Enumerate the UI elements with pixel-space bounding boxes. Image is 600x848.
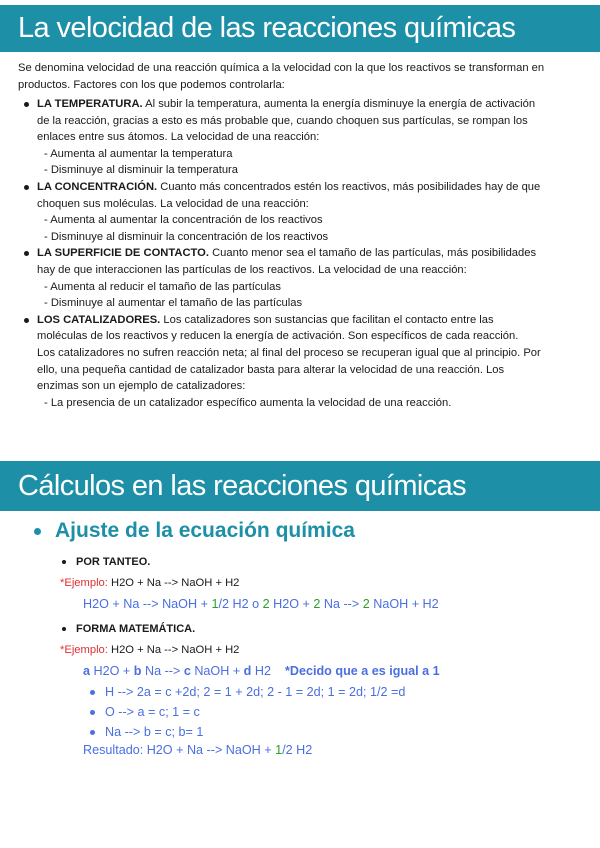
factor-sub: - Aumenta al aumentar la temperatura xyxy=(44,147,233,160)
section-title-text: La velocidad de las reacciones químicas xyxy=(18,12,516,44)
step-text: H --> 2a = c +2d; 2 = 1 + 2d; 2 - 1 = 2d; 1 = 2d; 1/2 =d xyxy=(105,685,406,699)
bullet-icon xyxy=(24,251,29,256)
eq-part: Resultado: H2O + Na --> NaOH + xyxy=(83,743,276,757)
method-title: POR TANTEO. xyxy=(76,556,151,568)
factor-extra: Los catalizadores no sufren reacción neta; al final del proceso se recuperan igual que al principio. Por ello, una pequeña cantidad de catalizador basta para alterar la velocidad de una reacción. Los enzimas son un ejemplo de catalizadores: xyxy=(37,346,541,393)
factor-sub: - Disminuye al disminuir la temperatura xyxy=(44,164,238,177)
eq-part: Na --> xyxy=(320,597,363,611)
eq-variable: c xyxy=(183,664,191,678)
factors-list xyxy=(22,96,547,411)
bullet-icon xyxy=(24,318,29,323)
step-sodium xyxy=(90,725,203,739)
eq-note: *Decido que a es igual a 1 xyxy=(284,664,440,678)
intro-paragraph: Se denomina velocidad de una reacción química a la velocidad con la que los reactivos se transforman en productos. Factores con los que podemos controlarla: xyxy=(18,62,545,91)
bullet-icon xyxy=(62,627,66,631)
algebraic-equation xyxy=(83,664,440,678)
bullet-icon xyxy=(34,528,41,535)
eq-part: H2O + xyxy=(269,597,314,611)
eq-part: H2 xyxy=(251,664,271,678)
eq-variable: b xyxy=(133,664,142,678)
eq-coefficient: 2 xyxy=(262,597,270,611)
factor-title: LOS CATALIZADORES. xyxy=(37,313,161,326)
eq-part: /2 xyxy=(218,597,229,611)
eq-part: /2 H2 xyxy=(282,743,313,757)
step-text: Na --> b = c; b= 1 xyxy=(105,725,204,739)
example-tanteo xyxy=(60,577,239,589)
factor-concentration xyxy=(22,179,547,212)
result-equation xyxy=(83,743,312,757)
example-equation: H2O + Na --> NaOH + H2 xyxy=(107,577,240,589)
factor-sub: - La presencia de un catalizador específico aumenta la velocidad de una reacción. xyxy=(44,396,452,409)
eq-part: H2O + xyxy=(90,664,134,678)
bullet-icon xyxy=(90,690,95,695)
eq-part: NaOH + xyxy=(190,664,244,678)
factor-surface xyxy=(22,245,547,278)
method-matematica xyxy=(62,623,195,635)
factor-text: Los catalizadores son sustancias que facilitan el contacto entre las moléculas de los reactivos y reducen la energía de activación. Son específicos de cada reacción. xyxy=(37,313,519,343)
step-oxygen xyxy=(90,705,200,719)
factor-sub: - Aumenta al aumentar la concentración de los reactivos xyxy=(44,214,323,227)
bullet-icon xyxy=(24,102,29,107)
factor-sub: - Aumenta al reducir el tamaño de las partículas xyxy=(44,280,281,293)
step-text: O --> a = c; 1 = c xyxy=(105,705,200,719)
step-hydrogen xyxy=(90,685,405,699)
factor-temperature xyxy=(22,96,547,146)
factor-title: LA TEMPERATURA. xyxy=(37,98,143,110)
bullet-icon xyxy=(62,560,66,564)
heading-text: Ajuste de la ecuación química xyxy=(55,519,355,542)
eq-part: H2O + Na --> NaOH + xyxy=(83,597,212,611)
factor-text: Cuanto más concentrados estén los reactivos, más posibilidades hay de que choquen sus moléculas. La velocidad de una reacción: xyxy=(37,180,541,210)
method-tanteo xyxy=(62,556,150,568)
example-equation: H2O + Na --> NaOH + H2 xyxy=(107,644,240,656)
factor-catalysts xyxy=(22,312,547,395)
eq-variable: d xyxy=(243,664,252,678)
eq-coefficient: 1 xyxy=(275,743,283,757)
eq-variable: a xyxy=(83,664,91,678)
heading-ajuste xyxy=(34,519,355,543)
example-label: *Ejemplo: xyxy=(60,577,108,589)
eq-part: Na --> xyxy=(141,664,184,678)
eq-part: H2 o xyxy=(228,597,263,611)
factor-title: LA SUPERFICIE DE CONTACTO. xyxy=(37,247,209,260)
eq-part: NaOH + H2 xyxy=(369,597,439,611)
factor-sub: - Disminuye al disminuir la concentración de los reactivos xyxy=(44,230,329,243)
balanced-equation-tanteo xyxy=(83,597,439,611)
example-matematica xyxy=(60,644,239,656)
factor-text: Al subir la temperatura, aumenta la energía disminuye la energía de activación de la reacción, gracias a esto es más probable que, cuando choquen sus partículas, se rompan los enlaces entre sus átomos. La velocidad de una reacción: xyxy=(37,98,536,144)
bullet-icon xyxy=(24,185,29,190)
eq-coefficient: 2 xyxy=(362,597,370,611)
method-title: FORMA MATEMÁTICA. xyxy=(76,623,196,635)
example-label: *Ejemplo: xyxy=(60,644,108,656)
factor-sub: - Disminuye al aumentar el tamaño de las partículas xyxy=(44,297,303,310)
section-title-velocidad xyxy=(0,5,600,52)
factor-text: Cuanto menor sea el tamaño de las partículas, más posibilidades hay de que interaccionen las partículas de los reactivos. La velocidad de una reacción: xyxy=(37,247,537,276)
section-title-calculos xyxy=(0,461,600,511)
bullet-icon xyxy=(90,730,95,735)
eq-coefficient: 2 xyxy=(313,597,321,611)
eq-coefficient: 1 xyxy=(211,597,219,611)
bullet-icon xyxy=(90,710,95,715)
factor-title: LA CONCENTRACIÓN. xyxy=(37,180,158,193)
section-title-text: Cálculos en las reacciones químicas xyxy=(18,469,467,502)
